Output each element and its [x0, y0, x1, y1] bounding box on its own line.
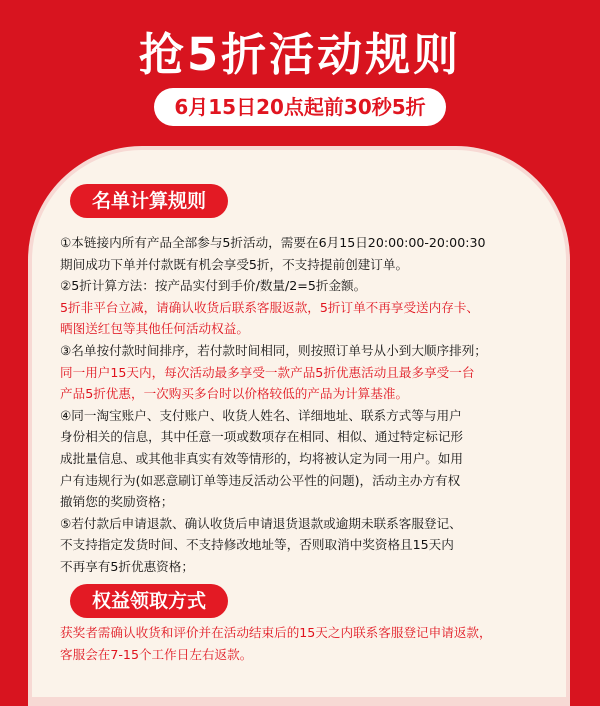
rule-line: 期间成功下单并付款既有机会享受5折，不支持提前创建订单。	[60, 256, 409, 272]
rule-line: 晒图送红包等其他任何活动权益。	[60, 321, 249, 337]
rule-line: 撤销您的奖励资格；	[60, 494, 174, 510]
rule-line: ①本链接内所有产品全部参与5折活动，需要在6月15日20:00:00-20:00:30	[60, 235, 486, 250]
rule-line: 身份相关的信息，其中任意一项或数项存在相同、相似、通过特定标记形	[60, 429, 463, 445]
rule-line: 户有违规行为(如恶意刷订单等违反活动公平性的问题)，活动主办方有权	[60, 472, 461, 488]
ranking-rules-text	[60, 232, 580, 578]
claim-method-text	[60, 622, 580, 665]
rule-line: ④同一淘宝账户、支付账户、收货人姓名、详细地址、联系方式等与用户	[60, 407, 462, 423]
rule-line: 客服会在7-15个工作日左右返款。	[60, 646, 253, 662]
rule-line: 成批量信息、或其他非真实有效等情形的，均将被认定为同一用户。如用	[60, 450, 463, 466]
rule-line: 同一用户15天内，每次活动最多享受一款产品5折优惠活动且最多享受一台	[60, 364, 475, 380]
rule-line: 产品5折优惠，一次购买多台时以价格较低的产品为计算基准。	[60, 386, 409, 402]
rule-line: ③名单按付款时间排序，若付款时间相同，则按照订单号从小到大顺序排列；	[60, 342, 487, 358]
rule-line: 获奖者需确认收货和评价并在活动结束后的15天之内联系客服登记申请返款，	[60, 625, 492, 640]
section-heading-ranking-rules: 名单计算规则	[70, 184, 228, 218]
rule-line: ⑤若付款后申请退款、确认收货后申请退货退款或逾期未联系客服登记、	[60, 515, 462, 531]
rule-line: 不支持指定发货时间、不支持修改地址等，否则取消中奖资格且15天内	[60, 537, 454, 553]
page-title: 抢5折活动规则	[138, 28, 462, 81]
rule-line: 不再享有5折优惠资格；	[60, 558, 194, 574]
section-heading-claim-method: 权益领取方式	[70, 584, 228, 618]
subtitle-badge: 6月15日20点起前30秒5折	[154, 88, 446, 126]
rule-line: ②5折计算方法：按产品实付到手价/数量/2=5折金额。	[60, 278, 367, 294]
rule-line: 5折非平台立减，请确认收货后联系客服返款，5折订单不再享受送内存卡、	[60, 299, 480, 315]
